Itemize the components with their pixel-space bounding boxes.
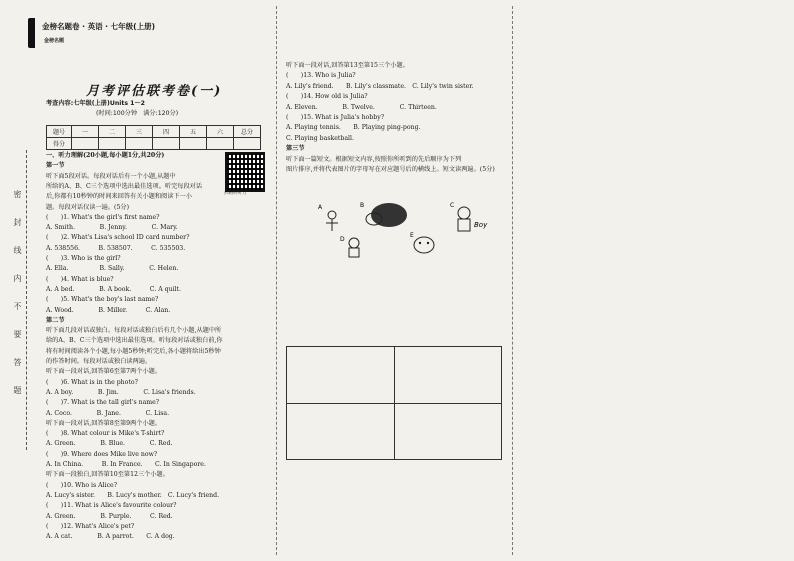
col2-line: A. Eleven. B. Twelve. C. Thirteen. — [286, 103, 437, 111]
score-cell[interactable] — [99, 138, 126, 150]
col2-line: A. Lily's friend. B. Lily's classmate. C. Lily's twin sister. — [286, 82, 474, 90]
col2-line: ( )13. Who is Julia? — [286, 72, 356, 80]
col1-line: ( )3. Who is the girl? — [46, 255, 121, 262]
col1-line: 将有时间阅读各个小题,每小题5秒钟;听完后,各小题将给出5秒钟 — [46, 347, 221, 355]
score-head: 六 — [207, 126, 234, 138]
listening-pictures — [314, 197, 514, 259]
score-cell[interactable] — [126, 138, 153, 150]
col1-line: A. Green. B. Purple. C. Red. — [46, 512, 173, 520]
col2-line: 第三节 — [286, 145, 305, 153]
col1-line: A. Green. B. Blue. C. Red. — [46, 440, 173, 448]
col1-line: ( )12. What's Alice's pet? — [46, 522, 135, 530]
svg-text:B: B — [360, 202, 365, 209]
col1-line: ( )1. What's the girl's first name? — [46, 213, 160, 221]
col1-line: A. Wood. B. Miller. C. Alan. — [46, 306, 171, 314]
col1-line: ( )10. Who is Alice? — [46, 481, 118, 489]
col1-line: 一、听力理解(20小题,每小题1分,共20分) — [46, 152, 165, 159]
binding-strip — [2, 150, 32, 450]
col1-line: A. In China. B. In France. C. In Singapore. — [46, 461, 206, 468]
col2-line: A. Playing tennis. B. Playing ping-pong. — [286, 124, 421, 132]
info-cards-table — [286, 346, 502, 460]
score-cell[interactable] — [207, 138, 234, 150]
svg-text:Boy: Boy — [474, 221, 488, 229]
qr-code-icon[interactable] — [225, 152, 265, 192]
column-divider — [512, 6, 513, 555]
col1-line: A. A boy. B. Jim. C. Lisa's friends. — [46, 388, 196, 396]
score-cell[interactable] — [180, 138, 207, 150]
score-head: 三 — [126, 126, 153, 138]
col1-line: ( )6. What is in the photo? — [46, 378, 138, 386]
brand-logo-bar — [28, 18, 35, 48]
column-divider — [276, 6, 277, 555]
col1-line: 的作答时间。每段对话或独白读两遍。 — [46, 358, 152, 365]
col1-line: A. 538556. B. 538507. C. 535503. — [46, 244, 186, 252]
svg-text:E: E — [410, 232, 414, 239]
svg-text:D: D — [340, 236, 345, 243]
picture-b-ball-icon — [360, 202, 407, 227]
col1-line: 给的A、B、C三个选项中选出最佳选项。听每段对话或独白前,你 — [46, 337, 223, 345]
col1-line: 听下面一段对话,回答第6至第7两个小题。 — [46, 368, 162, 376]
score-table — [46, 125, 261, 150]
col1-line: ( )8. What colour is Mike's T-shirt? — [46, 430, 165, 438]
col1-line: ( )4. What is blue? — [46, 275, 114, 283]
picture-a-family-icon — [318, 204, 338, 231]
col1-line: A. Lucy's sister. B. Lucy's mother. C. Lucy's friend. — [46, 491, 220, 499]
score-head: 二 — [99, 126, 126, 138]
score-label: 得分 — [47, 138, 72, 150]
score-cell[interactable] — [234, 138, 261, 150]
col1-line: ( )11. What is Alice's favourite colour? — [46, 502, 177, 510]
svg-text:C: C — [450, 202, 455, 209]
col1-line: 听下面5段对话。每段对话后有一个小题,从题中 — [46, 172, 176, 180]
col2-line: 听下面一段对话,回答第13至第15三个小题。 — [286, 62, 409, 69]
score-cell[interactable] — [72, 138, 99, 150]
picture-d-boy-icon — [340, 236, 359, 257]
binding-text: 密 封 线 内 不 要 答 题 — [13, 190, 22, 400]
picture-c-boy-icon — [450, 202, 488, 231]
qr-caption: 扫码听听力 — [224, 191, 247, 196]
brand-line: 金榜名题卷 · 英语 · 七年级(上册) — [42, 22, 155, 31]
col2-line: 听下面一篇短文。根据短文内容,按照你所听到的先后顺序为下列 — [286, 155, 462, 163]
binding-line — [26, 150, 27, 450]
score-head: 五 — [180, 126, 207, 138]
col1-line: A. A cat. B. A parrot. C. A dog. — [46, 533, 175, 541]
score-head: 总分 — [234, 126, 261, 138]
col1-line: 所给的A、B、C三个选项中选出最佳选项。听完每段对话 — [46, 182, 203, 190]
score-cell[interactable] — [153, 138, 180, 150]
col1-line: 第一节 — [46, 162, 65, 170]
col1-line: ( )5. What's the boy's last name? — [46, 296, 159, 304]
col1-line: 后,你都有10秒钟的时间来回答有关小题和阅读下一小 — [46, 193, 192, 201]
col1-line: 听下面几段对话或独白。每段对话或独白后有几个小题,从题中所 — [46, 327, 222, 335]
col2-line: 图片排序,并将代表图片的字母写在对应题号后的横线上。短文读两遍。(5分) — [286, 166, 495, 173]
picture-e-dog-icon — [410, 232, 434, 253]
exam-content: 考查内容:七年级(上册)Units 1～2 — [46, 100, 145, 107]
col1-line: A. Coco. B. Jane. C. Lisa. — [46, 409, 170, 417]
col1-line: 听下面一段独白,回答第10至第12三个小题。 — [46, 471, 169, 479]
col1-line: 第二节 — [46, 316, 65, 324]
col1-line: A. A bed. B. A book. C. A quilt. — [46, 285, 181, 293]
exam-time: (时间:100分钟 满分:120分) — [96, 110, 179, 117]
col2-line: C. Playing basketball. — [286, 134, 354, 142]
col1-line: ( )9. Where does Mike live now? — [46, 450, 158, 458]
page-title: 月考评估联考卷(一) — [86, 84, 223, 99]
col1-line: ( )2. What's Lisa's school ID card number? — [46, 234, 190, 242]
col1-line: A. Smith. B. Jenny. C. Mary. — [46, 224, 178, 232]
col2-line: ( )15. What is Julia's hobby? — [286, 114, 385, 121]
score-head: 四 — [153, 126, 180, 138]
col1-line: A. Ella. B. Sally. C. Helen. — [46, 265, 179, 273]
brand-logo-text: 金榜名题 — [44, 38, 65, 44]
col1-line: 题。每段对话仅读一遍。(5分) — [46, 203, 130, 211]
svg-text:A: A — [318, 204, 323, 211]
col1-line: ( )7. What is the tall girl's name? — [46, 399, 160, 407]
score-head: 题号 — [47, 126, 72, 138]
table-hline — [287, 403, 501, 404]
col1-line: 听下面一段对话,回答第8至第9两个小题。 — [46, 419, 162, 427]
score-head: 一 — [72, 126, 99, 138]
col2-line: ( )14. How old is Julia? — [286, 93, 368, 101]
